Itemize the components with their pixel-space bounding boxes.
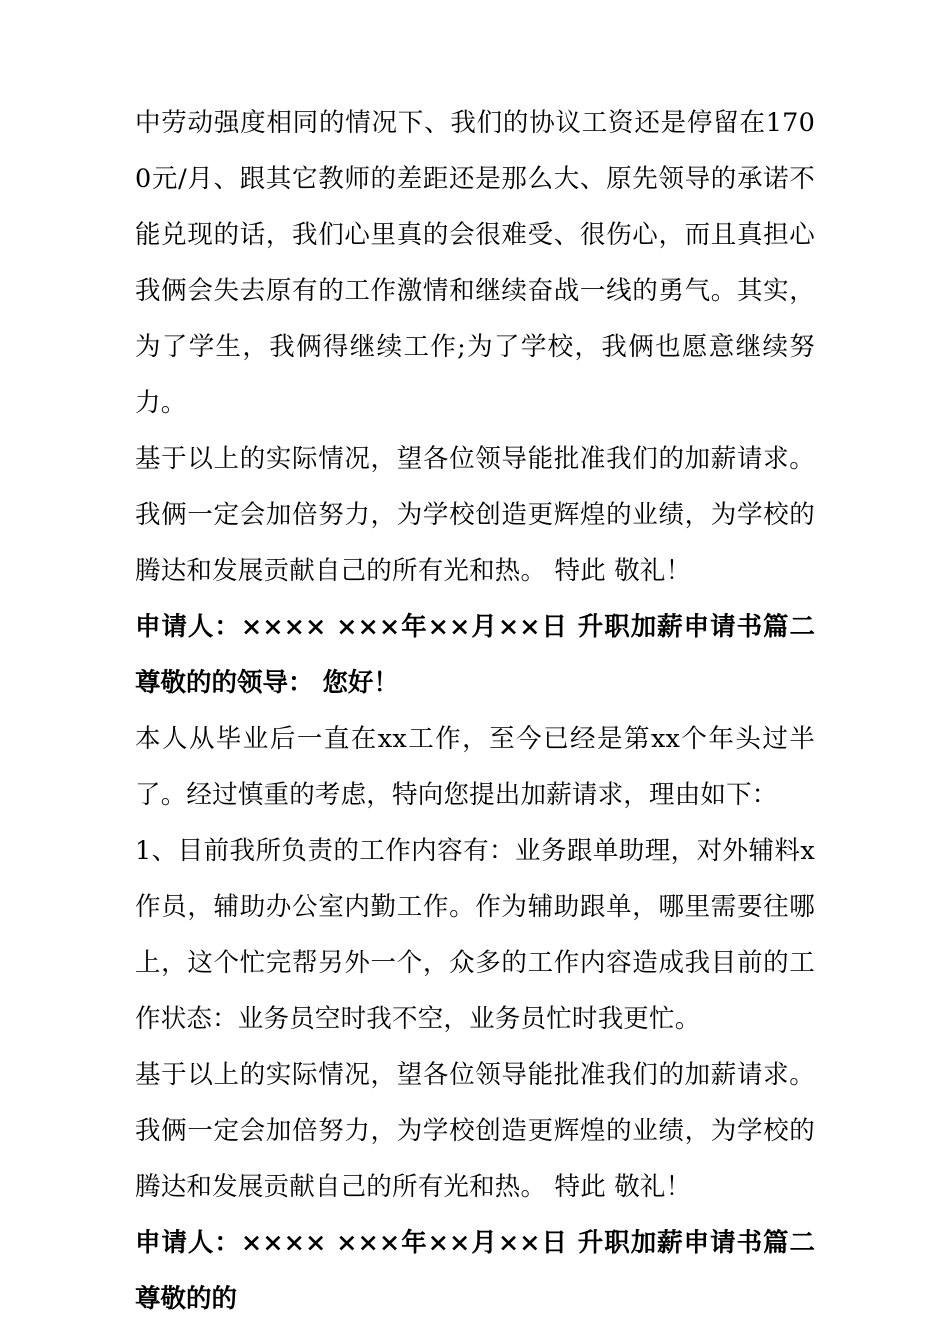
paragraph-4: 本人从毕业后一直在xx工作，至今已经是第xx个年头过半了。经过慎重的考虑，特向您提出加薪请求，理由如下：	[135, 724, 815, 810]
paragraph-3-applicant-line: 申请人：×××× ×××年××月××日 升职加薪申请书篇二 尊敬的的领导： 您好！	[135, 612, 824, 698]
paragraph-7-applicant-line: 申请人：×××× ×××年××月××日 升职加薪申请书篇二 尊敬的的	[135, 1228, 824, 1314]
paragraph-6: 基于以上的实际情况，望各位领导能批准我们的加薪请求。我俩一定会加倍努力，为学校创造更辉煌的业绩，为学校的腾达和发展贡献自己的所有光和热。 特此 敬礼！	[135, 1060, 815, 1202]
document-body	[135, 95, 824, 1327]
paragraph-5: 1、目前我所负责的工作内容有：业务跟单助理，对外辅料x作员，辅助办公室内勤工作。作为辅助跟单，哪里需要往哪上，这个忙完帮另外一个，众多的工作内容造成我目前的工作状态：业务员空时我不空，业务员忙时我更忙。	[135, 836, 815, 1034]
paragraph-1: 中劳动强度相同的情况下、我们的协议工资还是停留在1700元/月、跟其它教师的差距还是那么大、原先领导的承诺不能兑现的话，我们心里真的会很难受、很伤心，而且真担心我俩会失去原有的工作激情和继续奋战一线的勇气。其实，为了学生，我俩得继续工作;为了学校，我俩也愿意继续努力。	[135, 108, 815, 418]
paragraph-2: 基于以上的实际情况，望各位领导能批准我们的加薪请求。我俩一定会加倍努力，为学校创造更辉煌的业绩，为学校的腾达和发展贡献自己的所有光和热。 特此 敬礼！	[135, 444, 815, 586]
